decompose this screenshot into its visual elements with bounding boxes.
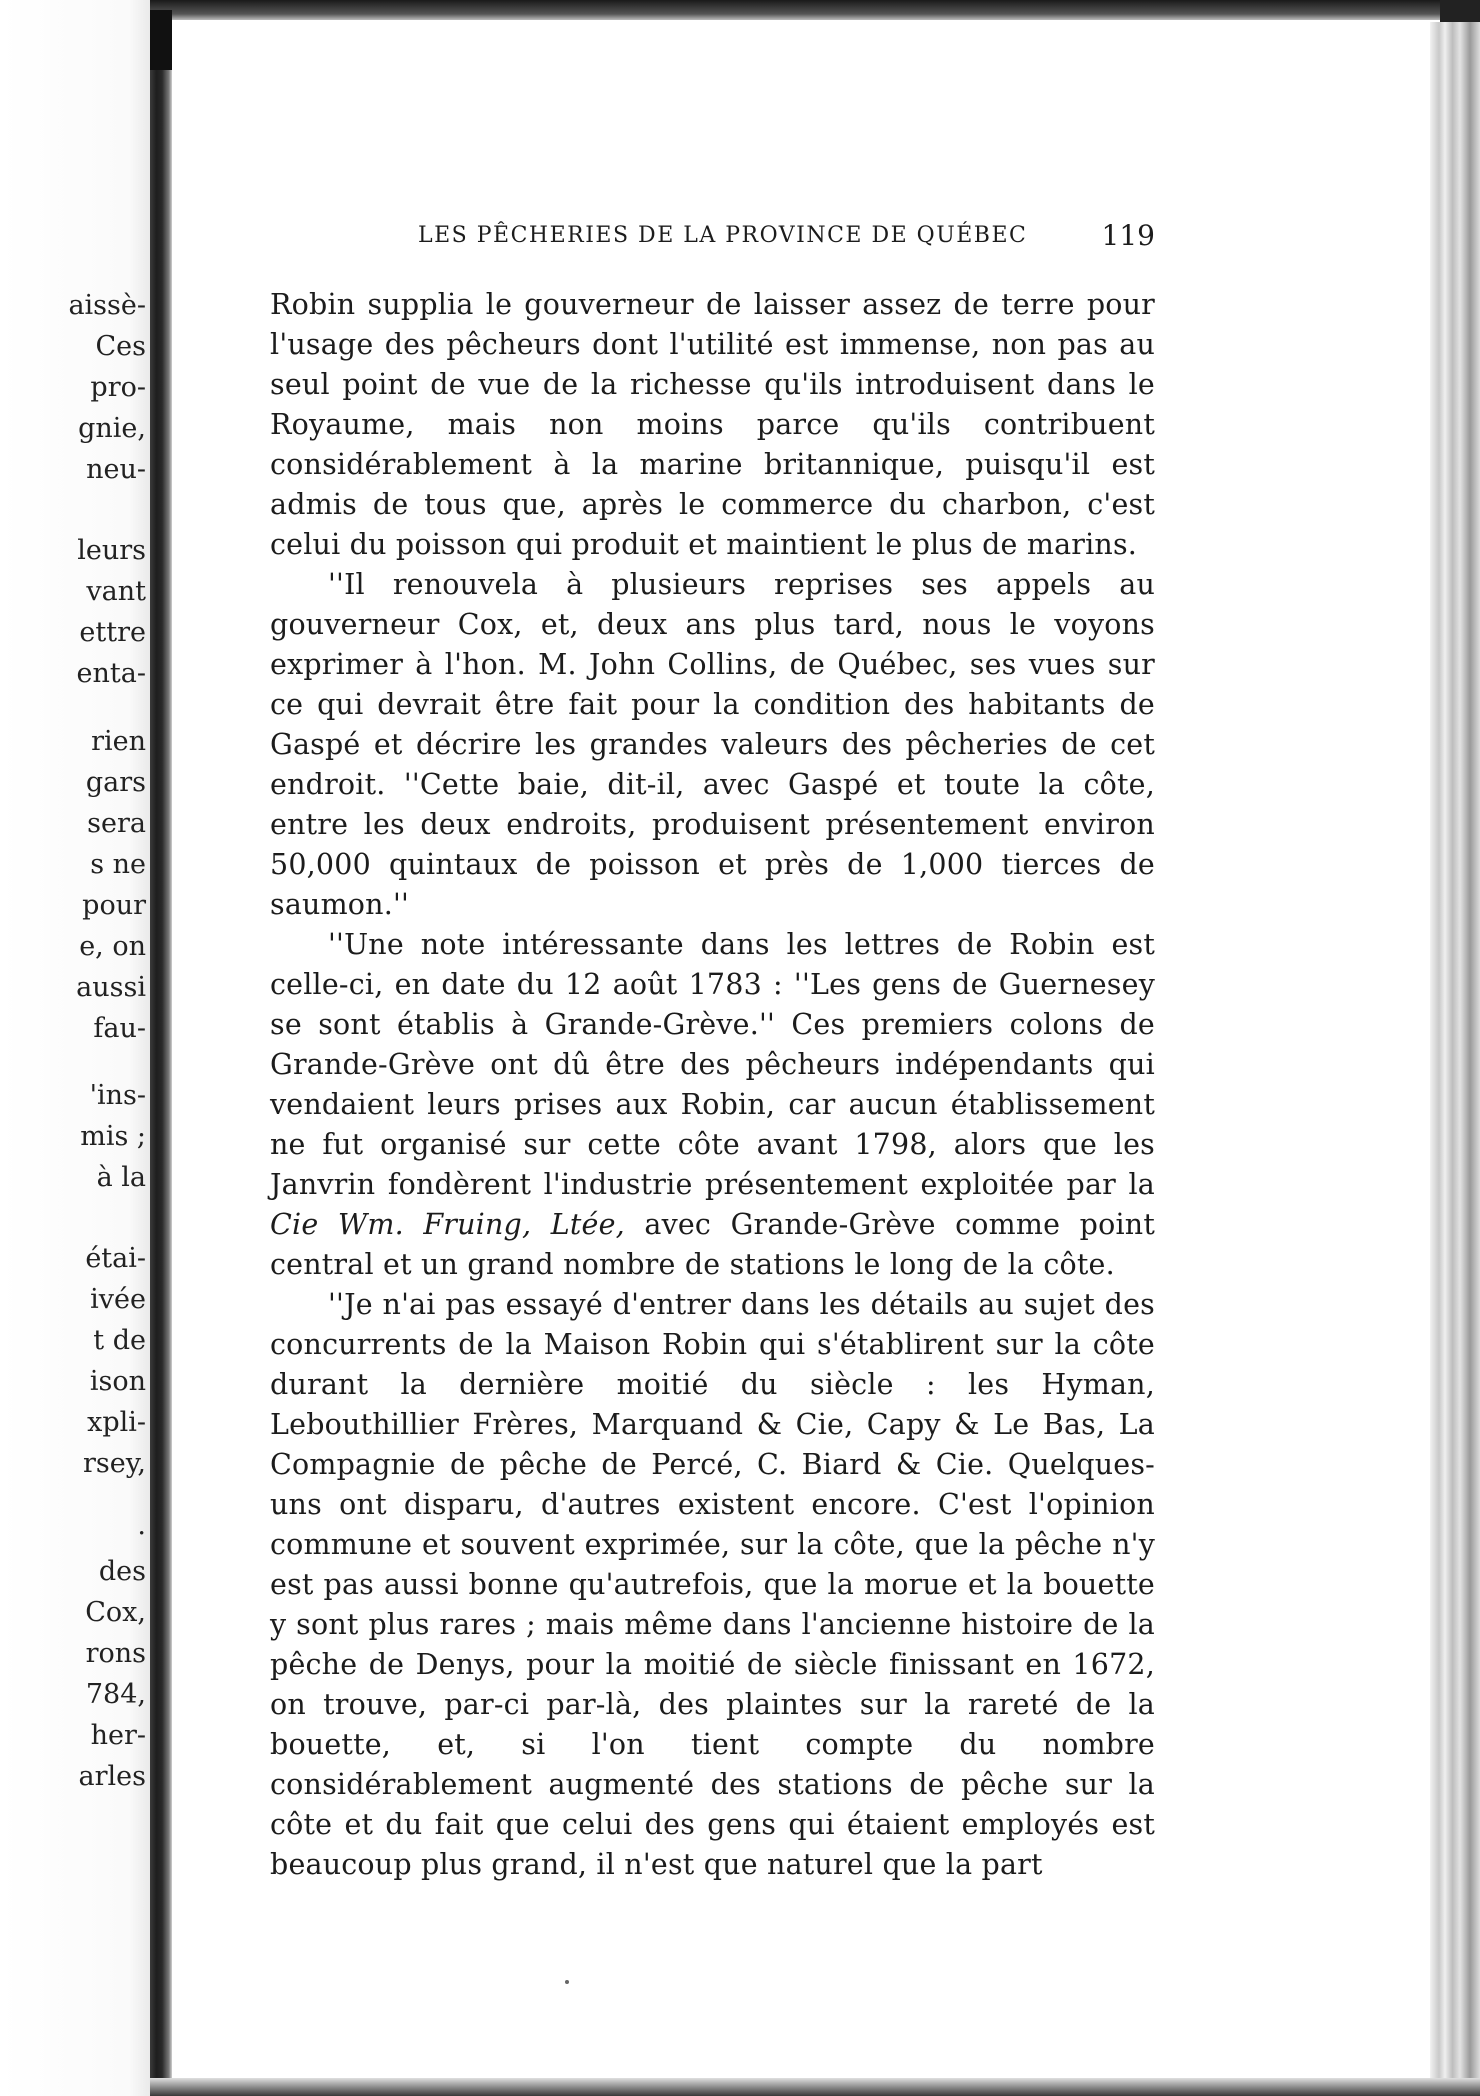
page-stack-edge <box>1430 22 1480 2082</box>
paragraph-text: ''Une note intéressante dans les lettres de Robin est celle-ci, en date du 12 août 1783 : ''Les gens de Guernesey se sont établis à Grande-Grève.'' Ces premiers colons de Grande-Grève ont dû être des pêcheurs indépendants qui vendaient leurs prises aux Robin, car aucun établissement ne fut organisé sur cette côte avant 1798, alors que les Janvrin fondèrent l'industrie présentement exploitée par la <box>270 928 1155 1201</box>
paragraph: ''Il renouvela à plusieurs reprises ses appels au gouverneur Cox, et, deux ans plus tard, nous le voyons exprimer à l'hon. M. John Collins, de Québec, ses vues sur ce qui devrait être fait pour la condition des habitants de Gaspé et décrire les grandes valeurs des pêcheries de cet endroit. ''Cette baie, dit-il, avec Gaspé et toute la côte, entre les deux endroits, produisent présentement environ 50,000 quintaux de poisson et près de 1,000 tierces de saumon.'' <box>270 568 1155 921</box>
scanner-top-border <box>150 0 1480 20</box>
facing-line: 784, <box>85 1679 146 1710</box>
facing-line: sera <box>87 808 146 839</box>
body-text <box>270 285 1155 1885</box>
facing-line: leurs <box>77 535 146 566</box>
facing-line: des <box>98 1556 146 1587</box>
facing-line: xpli- <box>87 1407 146 1438</box>
paragraph <box>270 925 1155 1285</box>
running-head-title: LES PÊCHERIES DE LA PROVINCE DE QUÉBEC <box>418 223 1028 248</box>
facing-line: fau- <box>93 1013 146 1044</box>
facing-line: arles <box>78 1761 146 1792</box>
book-gutter <box>150 10 172 2096</box>
facing-line: Cox, <box>85 1597 146 1628</box>
facing-line: . <box>137 1510 146 1541</box>
facing-page-fragment <box>0 0 152 2096</box>
facing-line: vant <box>86 576 146 607</box>
facing-line: pour <box>82 890 146 921</box>
page-number: 119 <box>1101 219 1155 252</box>
facing-line: e, on <box>79 931 146 962</box>
facing-line: pro- <box>90 372 146 403</box>
facing-line: ettre <box>79 617 146 648</box>
facing-line: her- <box>90 1720 146 1751</box>
facing-line: Ces <box>95 331 146 362</box>
facing-line: gars <box>85 767 146 798</box>
paragraph: Robin supplia le gouverneur de laisser assez de terre pour l'usage des pêcheurs dont l'utilité est immense, non pas au seul point de vue de la richesse qu'ils introduisent dans le Royaume, mais non moins parce qu'ils contribuent considérablement à la marine britannique, puisqu'il est admis de tous que, après le commerce du charbon, c'est celui du poisson qui produit et maintient le plus de marins. <box>270 288 1155 561</box>
book-gutter-top <box>150 10 172 70</box>
running-head <box>270 215 1155 257</box>
facing-line: neu- <box>86 454 146 485</box>
facing-line: aussi <box>76 972 146 1003</box>
facing-line: rons <box>85 1638 146 1669</box>
facing-line: s ne <box>90 849 146 880</box>
paragraph-text: avec Grande-Grève comme point central et un grand nombre de stations le long de la côte. <box>270 1208 1155 1281</box>
scanner-bottom-border <box>150 2078 1480 2096</box>
facing-line: enta- <box>76 658 146 689</box>
facing-line: gnie, <box>78 413 146 444</box>
facing-line: ivée <box>90 1284 146 1315</box>
facing-line: rsey, <box>83 1448 146 1479</box>
facing-line: rien <box>91 726 146 757</box>
paragraph: ''Je n'ai pas essayé d'entrer dans les détails au sujet des concurrents de la Maison Robin qui s'établirent sur la côte durant la dernière moitié du siècle : les Hyman, Lebouthillier Frères, Marquand & Cie, Capy & Le Bas, La Compagnie de pêche de Percé, C. Biard & Cie. Quelques-uns ont disparu, d'autres existent encore. C'est l'opinion commune et souvent exprimée, sur la côte, que la pêche n'y est pas aussi bonne qu'autrefois, que la morue et la bouette y sont plus rares ; mais même dans l'ancienne histoire de la pêche de Denys, pour la moitié de siècle finissant en 1672, on trouve, par-ci par-là, des plaintes sur la rareté de la bouette, et, si l'on tient compte du nombre considérablement augmenté des stations de pêche sur la côte et du fait que celui des gens qui étaient employés est beaucoup plus grand, il n'est que naturel que la part <box>270 1288 1155 1881</box>
facing-line: 'ins- <box>89 1080 146 1111</box>
facing-line: étai- <box>85 1243 146 1274</box>
facing-line: ison <box>89 1366 146 1397</box>
facing-line: mis ; <box>80 1121 146 1152</box>
facing-line: à la <box>96 1162 146 1193</box>
main-page <box>270 215 1155 1885</box>
facing-line: t de <box>93 1325 146 1356</box>
speck <box>565 1980 569 1984</box>
facing-line: aissè- <box>68 290 146 321</box>
company-name-italic: Cie Wm. Fruing, Ltée, <box>270 1208 625 1241</box>
